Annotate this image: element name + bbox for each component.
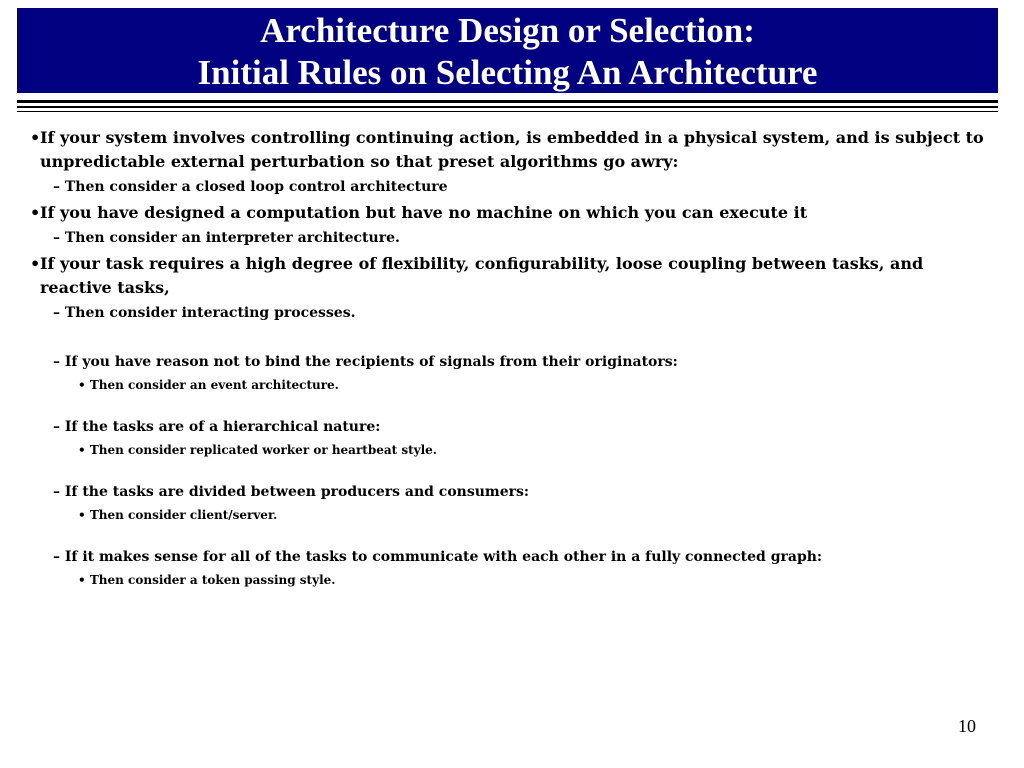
spacer xyxy=(30,459,985,479)
condition-sub-item: • Then consider client/server. xyxy=(78,508,278,522)
condition-item: – If the tasks are of a hierarchical nature: xyxy=(53,419,381,435)
sub-bullet: – Then consider an interpreter architecture. xyxy=(53,230,400,246)
bullet-item xyxy=(30,252,985,300)
bullet-text: If your task requires a high degree of flexibility, configurability, loose coupling between tasks, and reactive tasks, xyxy=(40,254,924,297)
slide-title-line-2: Initial Rules on Selecting An Architecture xyxy=(197,53,818,92)
bullet-text: If you have designed a computation but have no machine on which you can execute it xyxy=(40,203,808,222)
sub-bullet: – Then consider interacting processes. xyxy=(53,305,356,321)
slide-number: 10 xyxy=(958,716,976,736)
bullet-glyph: • xyxy=(30,254,41,273)
bullet-item xyxy=(30,201,985,225)
bullet-glyph: • xyxy=(30,128,41,147)
condition-item: – If you have reason not to bind the recipients of signals from their originators: xyxy=(53,354,678,370)
slide-title-line-1: Architecture Design or Selection: xyxy=(260,11,755,50)
slide-body xyxy=(30,126,985,589)
bullet-item xyxy=(30,126,985,174)
condition-item: – If the tasks are divided between producers and consumers: xyxy=(53,484,530,500)
bullet-glyph: • xyxy=(30,203,41,222)
slide-title-bar xyxy=(17,8,998,93)
spacer xyxy=(30,327,985,349)
condition-sub-item: • Then consider a token passing style. xyxy=(78,573,336,587)
title-divider-medium xyxy=(17,106,998,108)
title-divider-thick xyxy=(17,100,998,103)
spacer xyxy=(30,394,985,414)
bullet-text: If your system involves controlling continuing action, is embedded in a physical system, and is subject to unpredictable external perturbation so that preset algorithms go awry: xyxy=(40,128,984,171)
sub-bullet: – Then consider a closed loop control architecture xyxy=(53,179,448,195)
condition-sub-item: • Then consider an event architecture. xyxy=(78,378,339,392)
title-divider-thin xyxy=(17,111,998,112)
condition-sub-item: • Then consider replicated worker or heartbeat style. xyxy=(78,443,437,457)
spacer xyxy=(30,524,985,544)
condition-item: – If it makes sense for all of the tasks to communicate with each other in a fully connected graph: xyxy=(53,549,823,565)
